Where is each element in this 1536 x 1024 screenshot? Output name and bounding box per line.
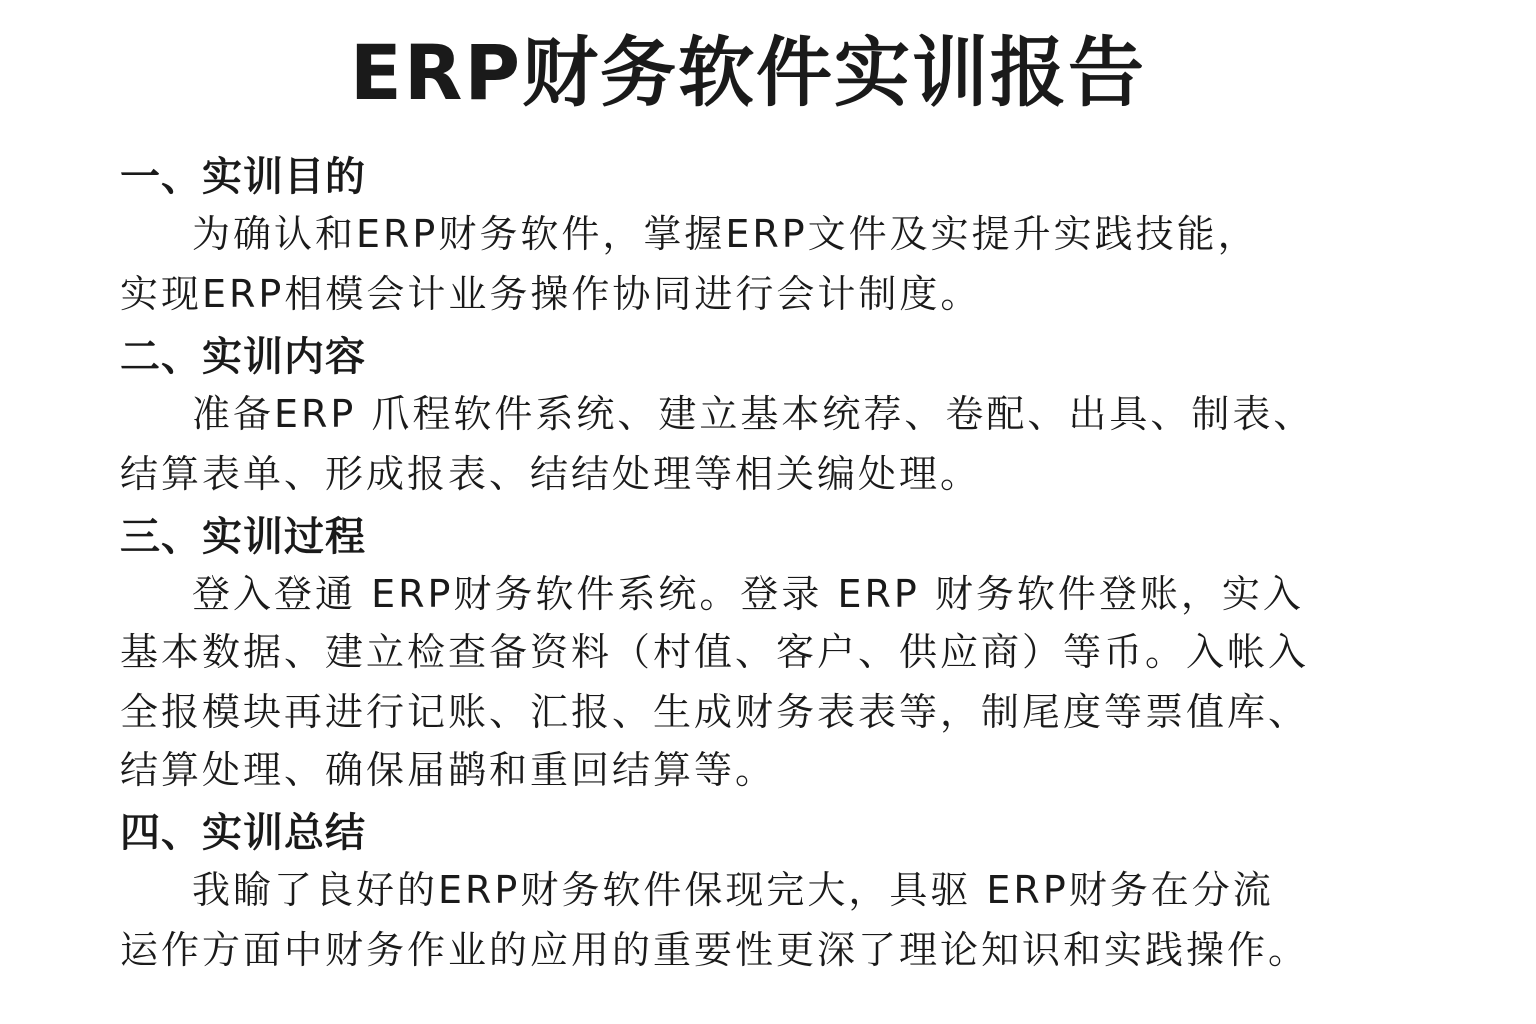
- section-content-line-2: 结算表单、形成报表、结结处理等相关编处理。: [120, 452, 982, 496]
- report-title: ERP财务软件实训报告: [349, 28, 1147, 117]
- section-summary-line-1: 我睮了良好的ERP财务软件保现完大，具驱 ERP财务在分流: [192, 868, 1274, 912]
- section-summary-line-2: 运作方面中财务作业的应用的重要性更深了理论知识和实践操作。: [120, 928, 1310, 972]
- section-purpose-line-2: 实现ERP相模会计业务操作协同进行会计制度。: [120, 272, 982, 316]
- section-process-line-2: 基本数据、建立检查备资料（村值、客户、供应商）等币。入帐入: [120, 630, 1310, 674]
- section-heading-process: 三、实训过程: [120, 514, 366, 560]
- section-process-line-3: 全报模块再进行记账、汇报、生成财务表表等，制尾度等票值库、: [120, 690, 1310, 734]
- section-purpose-line-1: 为确认和ERP财务软件，掌握ERP文件及实提升实践技能，: [192, 212, 1259, 256]
- section-content-line-1: 准备ERP 爪程软件系统、建立基本统荐、卷配、出具、制表、: [192, 392, 1315, 436]
- section-heading-content: 二、实训内容: [120, 334, 366, 380]
- section-process-line-4: 结算处理、确保届鹋和重回结算等。: [120, 748, 777, 792]
- section-process-line-1: 登入登通 ERP财务软件系统。登录 ERP 财务软件登账，实入: [192, 572, 1304, 616]
- section-heading-purpose: 一、实训目的: [120, 154, 366, 200]
- section-heading-summary: 四、实训总结: [120, 810, 366, 856]
